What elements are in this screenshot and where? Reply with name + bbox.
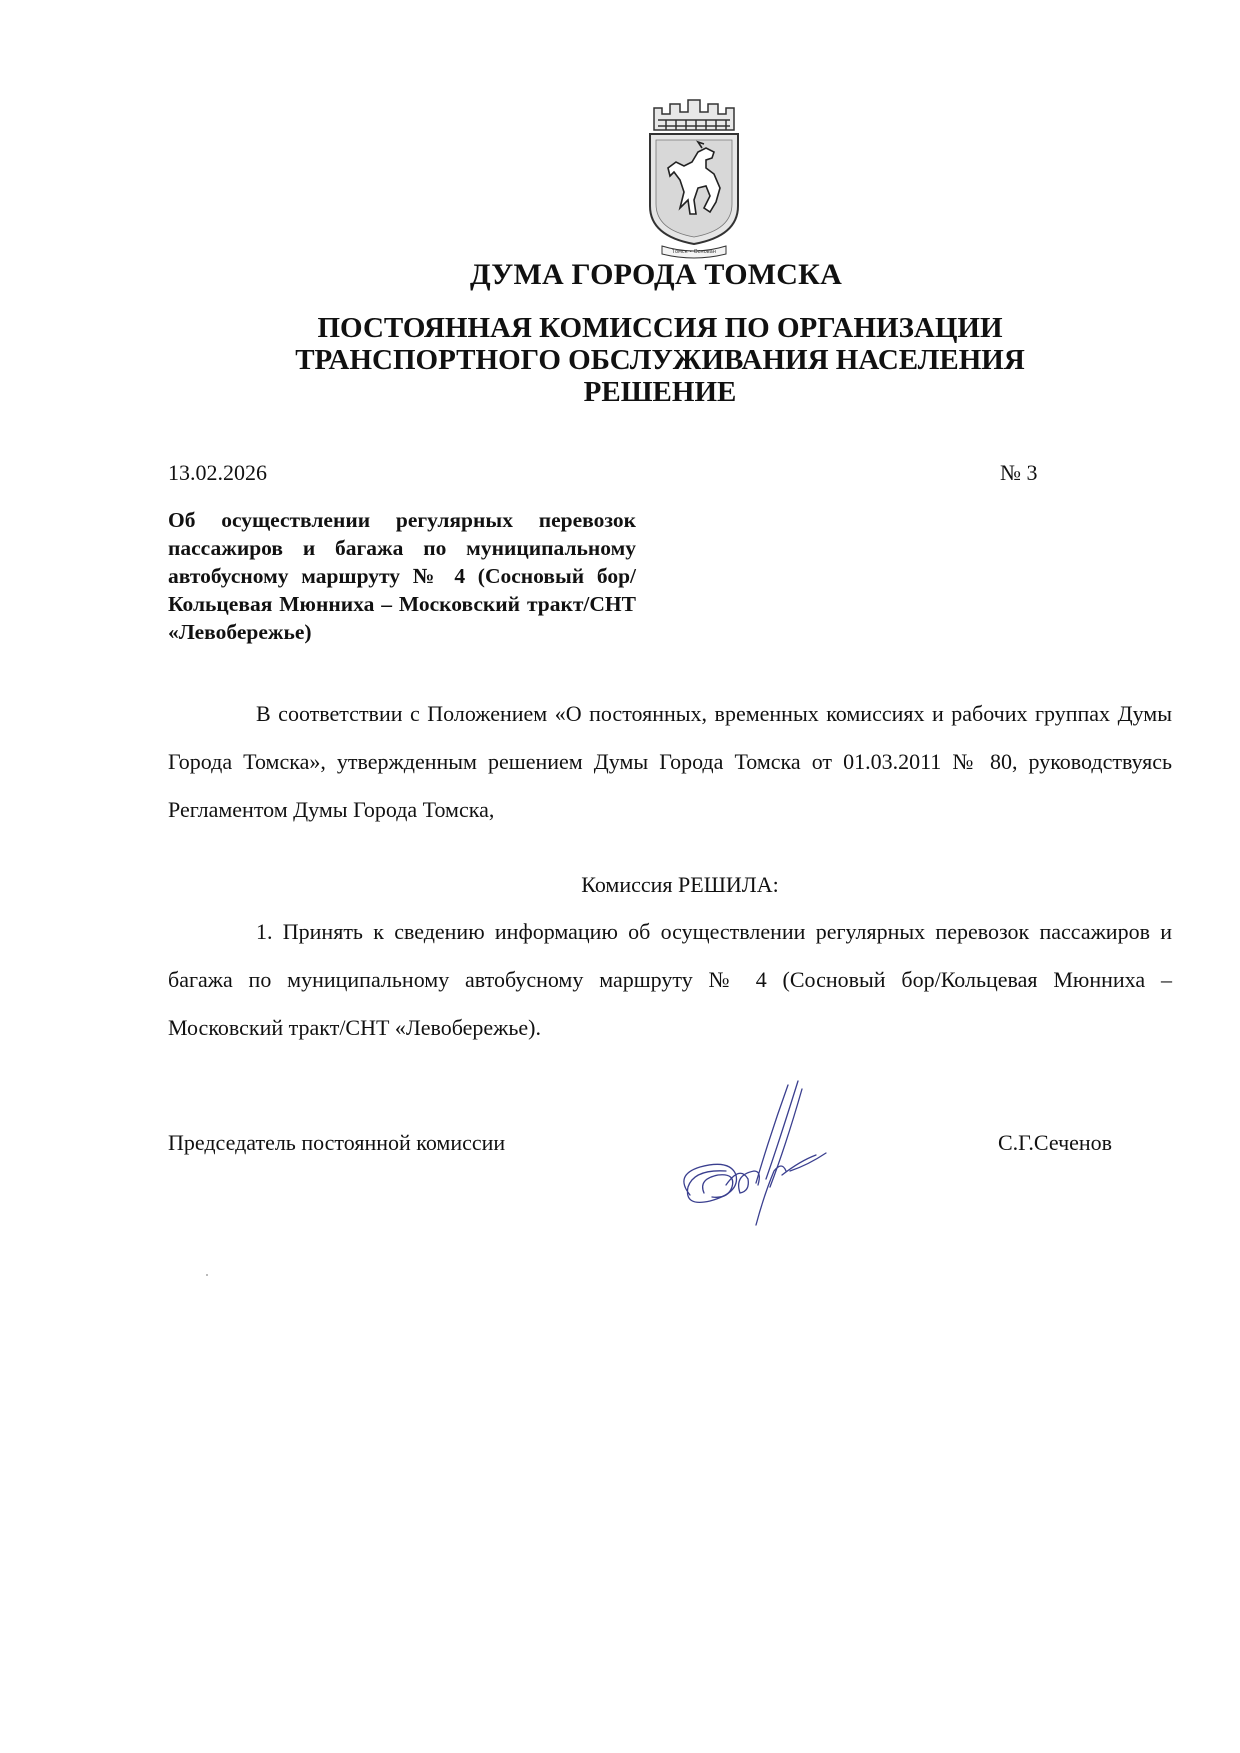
org-title: ДУМА ГОРОДА ТОМСКА	[470, 258, 842, 291]
commission-title	[0, 312, 1240, 408]
svg-text:Томск • Основан: Томск • Основан	[671, 249, 717, 255]
coat-of-arms-emblem	[640, 96, 748, 260]
commission-line-2: ТРАНСПОРТНОГО ОБСЛУЖИВАНИЯ НАСЕЛЕНИЯ	[295, 344, 1025, 376]
signatory-role: Председатель постоянной комиссии	[168, 1130, 506, 1155]
signatory-name: С.Г.Сеченов	[998, 1130, 1113, 1155]
crown-icon	[654, 100, 734, 130]
decision-subject: Об осуществлении регулярных перевозок пассажиров и багажа по муниципальному автобусному маршруту № 4 (Сосновый бор/Кольцевая Мюнниха – Московский тракт/СНТ «Левобережье)	[168, 508, 636, 644]
decision-date: 13.02.2026	[168, 460, 267, 485]
preamble-paragraph: В соответствии с Положением «О постоянных, временных комиссиях и рабочих группах Думы Города Томска», утвержденным решением Думы Города Томска от 01.03.2011 № 80, руководствуясь Регламентом Думы Города Томска,	[168, 701, 1172, 822]
handwritten-signature	[670, 1075, 850, 1235]
decided-label: Комиссия РЕШИЛА:	[581, 872, 779, 897]
scan-speck	[206, 1274, 208, 1276]
decision-item-1: 1. Принять к сведению информацию об осуществлении регулярных перевозок пассажиров и багажа по муниципальному автобусному маршруту № 4 (Сосновый бор/Кольцевая Мюнниха – Московский тракт/СНТ «Левобережье).	[168, 919, 1172, 1040]
decision-heading: РЕШЕНИЕ	[583, 376, 737, 408]
commission-line-1: ПОСТОЯННАЯ КОМИССИЯ ПО ОРГАНИЗАЦИИ	[317, 312, 1003, 344]
decision-number: № 3	[1000, 460, 1038, 485]
